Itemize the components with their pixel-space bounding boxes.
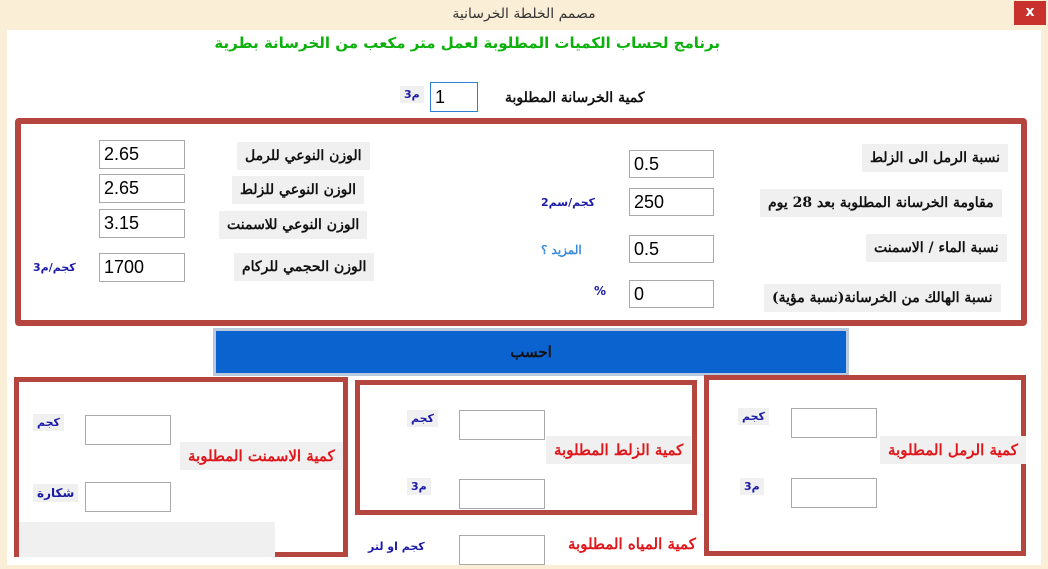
- sand-m3-unit: م3: [740, 478, 764, 495]
- bulk-density-input[interactable]: [99, 253, 185, 282]
- gravel-sg-label: الوزن النوعي للزلط: [232, 176, 364, 204]
- waste-label: نسبة الهالك من الخرسانة(نسبة مؤية): [764, 284, 1001, 312]
- window-title: مصمم الخلطة الخرسانية: [452, 6, 596, 22]
- gravel-result-label: كمية الزلط المطلوبة: [546, 436, 691, 464]
- gravel-kg-unit: كجم: [407, 410, 438, 427]
- more-info-link[interactable]: المزيد ؟: [541, 243, 582, 257]
- calculate-button[interactable]: احسب: [213, 328, 849, 376]
- sand-kg-output[interactable]: [791, 408, 877, 438]
- sand-result-label: كمية الرمل المطلوبة: [880, 436, 1026, 464]
- gravel-m3-output[interactable]: [459, 479, 545, 509]
- volume-unit: م3: [400, 86, 424, 103]
- bulk-density-label: الوزن الحجمي للركام: [234, 253, 374, 281]
- water-cement-label: نسبة الماء / الاسمنت: [866, 234, 1007, 262]
- cement-bags-output[interactable]: [85, 482, 171, 512]
- sand-result-panel: [704, 375, 1026, 556]
- cement-sg-input[interactable]: [99, 209, 185, 238]
- water-cement-input[interactable]: [629, 235, 714, 263]
- cement-bags-unit: شكارة: [33, 484, 78, 502]
- strength-label: مقاومة الخرسانة المطلوبة بعد 28 يوم: [760, 189, 1002, 217]
- gravel-m3-unit: م3: [407, 478, 431, 495]
- sand-sg-label: الوزن النوعي للرمل: [237, 142, 370, 170]
- strength-unit: كجم/سم2: [541, 196, 596, 209]
- close-button[interactable]: x: [1014, 1, 1046, 25]
- water-result-label: كمية المياه المطلوبة: [560, 530, 704, 558]
- strength-input[interactable]: [629, 188, 714, 216]
- sand-m3-output[interactable]: [791, 478, 877, 508]
- water-output[interactable]: [459, 535, 545, 565]
- gravel-sg-input[interactable]: [99, 174, 185, 203]
- cement-sg-label: الوزن النوعي للاسمنت: [219, 211, 367, 239]
- volume-input[interactable]: [430, 82, 478, 112]
- gravel-kg-output[interactable]: [459, 410, 545, 440]
- waste-input[interactable]: [629, 280, 714, 308]
- status-strip: [19, 522, 275, 557]
- sand-sg-input[interactable]: [99, 140, 185, 169]
- sand-gravel-ratio-label: نسبة الرمل الى الزلط: [862, 144, 1008, 172]
- volume-label: كمية الخرسانة المطلوبة: [497, 84, 653, 112]
- bulk-density-unit: كجم/م3: [33, 261, 76, 274]
- cement-result-label: كمية الاسمنت المطلوبة: [180, 442, 343, 470]
- sand-gravel-ratio-input[interactable]: [629, 150, 714, 178]
- cement-kg-output[interactable]: [85, 415, 171, 445]
- water-unit: كجم او لتر: [364, 538, 429, 555]
- page-subtitle: برنامج لحساب الكميات المطلوبة لعمل متر مكعب من الخرسانة بطرية: [214, 34, 720, 52]
- sand-kg-unit: كجم: [738, 408, 769, 425]
- cement-kg-unit: كجم: [33, 414, 64, 431]
- waste-unit: %: [594, 284, 607, 298]
